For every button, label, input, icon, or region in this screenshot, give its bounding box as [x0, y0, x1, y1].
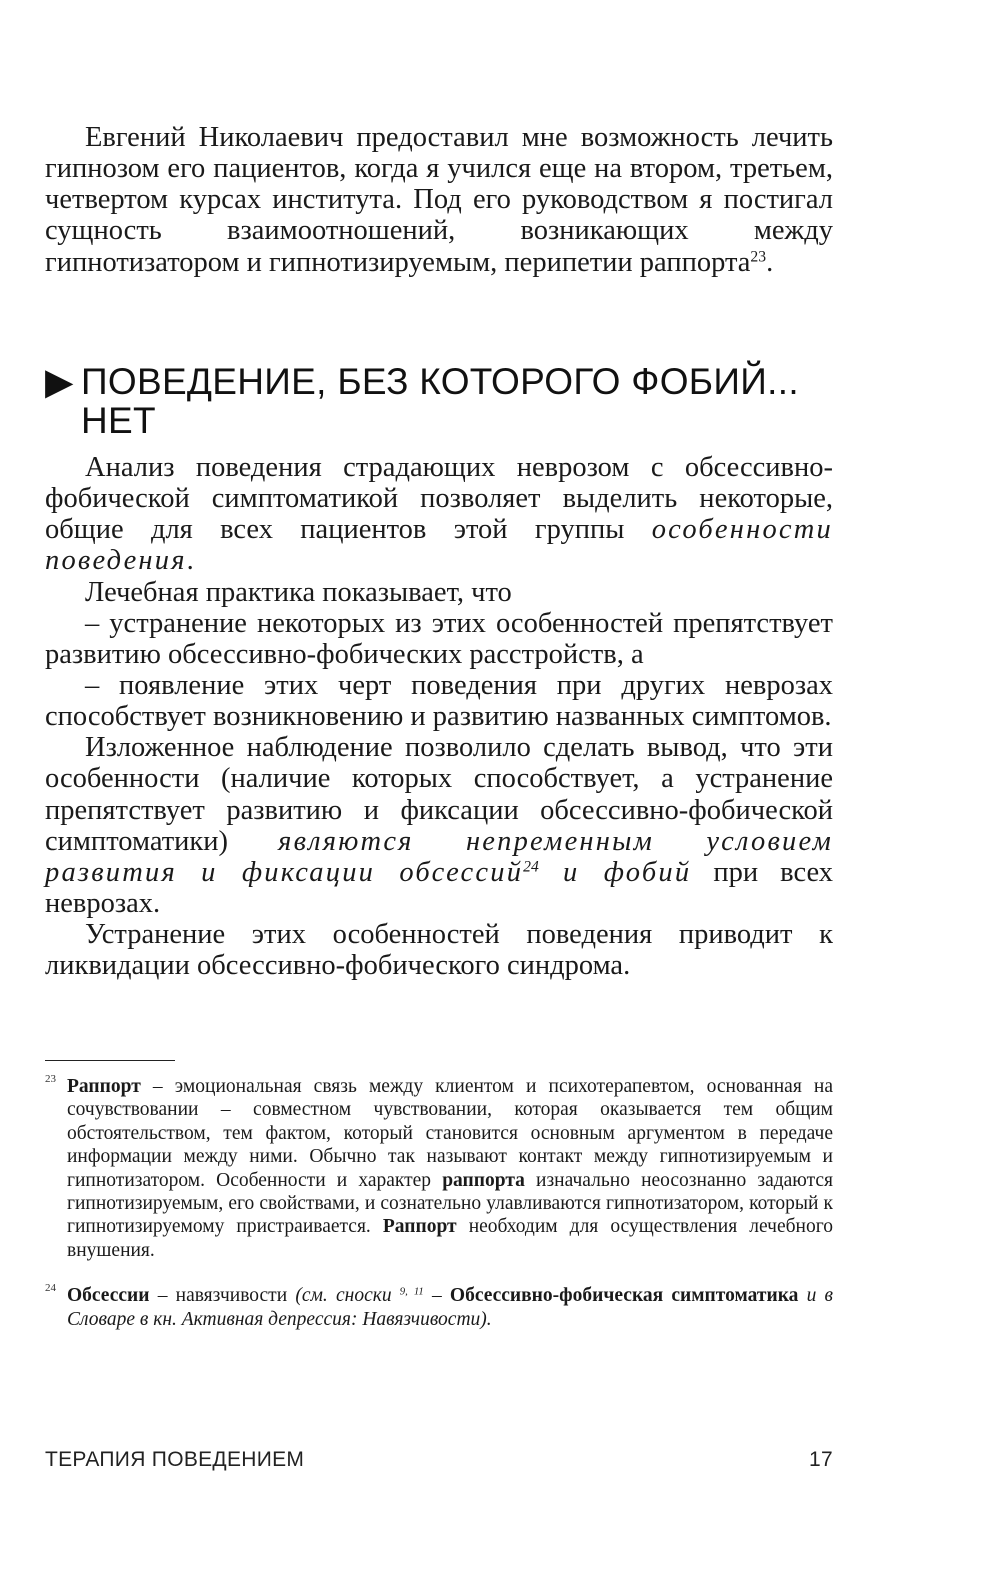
section-heading	[45, 363, 845, 441]
heading-line-1: ПОВЕДЕНИЕ, БЕЗ КОТОРОГО ФОБИЙ...	[81, 361, 799, 402]
footnote-text: – эмоциональная связь между клиентом и психотерапевтом, основанная на сочувствовании – совместном чувствовании, которая оказывается тем общим обстоятельством, тем фактом, который становится основным аргументом в передаче информации между ними. Обычно так называют контакт между гипнотизируемым и гипнотизатором. Особенности и характер	[67, 1076, 833, 1191]
footnote-24	[45, 1284, 833, 1331]
footnote-text: изначально неосознанно задаются гипнотизируемым, его свойствами, и сознательно улавливаются гипнотизатором, который к гипнотизируемому пристраивается.	[67, 1169, 833, 1238]
footnote-term: раппорта	[442, 1169, 525, 1191]
page-number: 17	[809, 1448, 833, 1471]
intro-end: .	[766, 246, 774, 278]
paragraph-2: Лечебная практика показывает, что	[85, 576, 512, 608]
intro-text: Евгений Николаевич предоставил мне возможность лечить гипнозом его пациентов, когда я учился еще на втором, третьем, четвертом курсах института. Под его руководством я постигал сущность взаимоотношений, возникающих между гипнотизатором и гипнотизируемым, перипетии раппорта	[45, 122, 833, 278]
footnote-ref-23: 23	[750, 248, 767, 266]
footnote-separator	[45, 1060, 175, 1061]
p1-end: .	[186, 545, 194, 577]
p5-end: при всех неврозах.	[45, 856, 833, 919]
intro-paragraph-block	[45, 122, 833, 278]
footnotes	[45, 1075, 833, 1353]
intro-paragraph	[45, 122, 833, 278]
main-text-block	[45, 452, 833, 981]
paragraph-6: Устранение этих особенностей поведения приводит к ликвидации обсессивно-фобического синдрома.	[45, 919, 833, 982]
footnote-term: Раппорт	[382, 1216, 457, 1238]
footnote-italic: и в Словаре в кн. Активная депрессия: Навязчивости).	[67, 1285, 833, 1330]
paragraph-3: – устранение некоторых из этих особенностей препятствует развитию обсессивно-фобических расстройств, а	[45, 607, 833, 670]
footnote-term: Обсессии	[67, 1285, 150, 1307]
footnote-ref-24: 24	[523, 858, 539, 876]
p1-text: Анализ поведения страдающих неврозом с обсессивно-фобической симптоматикой позволяет выделить некоторые, общие для всех пациентов этой группы	[45, 452, 833, 546]
paragraph-1	[45, 452, 833, 577]
footnote-italic: (см. сноски	[295, 1285, 400, 1307]
footnote-text: – навязчивости	[149, 1285, 296, 1307]
footnote-ref: 9, 11	[399, 1285, 424, 1298]
p5-emphasis: являются непременным условием развития и фиксации обсессий	[45, 825, 833, 888]
paragraph-5	[45, 732, 833, 919]
footnote-term: Раппорт	[67, 1076, 141, 1097]
p1-emphasis: особенности поведения	[45, 514, 833, 577]
page-footer	[45, 1448, 833, 1472]
footnote-number: 24	[45, 1282, 56, 1295]
running-title: ТЕРАПИЯ ПОВЕДЕНИЕМ	[45, 1448, 305, 1471]
p5-text: Изложенное наблюдение позволило сделать вывод, что эти особенности (наличие которых способствует, а устранение препятствует развитию и фиксации обсессивно-фобической симптоматики)	[45, 732, 833, 857]
footnote-number: 23	[45, 1073, 56, 1085]
footnote-text: необходим для осуществления лечебного внушения.	[67, 1216, 833, 1261]
footnote-23	[45, 1075, 833, 1262]
footnote-term: Обсессивно-фобическая симптоматика	[449, 1285, 799, 1307]
footnote-text: –	[423, 1285, 450, 1307]
paragraph-4: – появление этих черт поведения при других неврозах способствует возникновению и развитию названных симптомов.	[45, 669, 833, 733]
triangle-bullet-icon: ▶	[45, 361, 74, 402]
heading-line-2: НЕТ	[81, 399, 156, 441]
p5-emphasis-2: и фобий	[538, 856, 692, 888]
